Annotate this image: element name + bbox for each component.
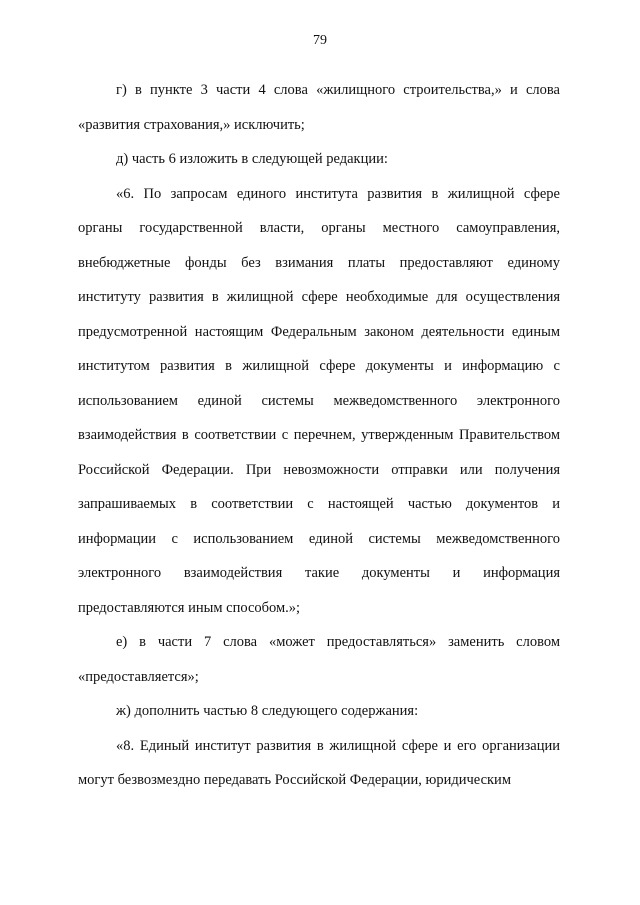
paragraph-d: д) часть 6 изложить в следующей редакции: <box>116 151 388 167</box>
document-body <box>78 73 560 798</box>
paragraph-e: е) в части 7 слова «может предоставляться» заменить словом «предоставляется»; <box>78 634 560 685</box>
paragraph-zh: ж) дополнить частью 8 следующего содержания: <box>116 703 419 719</box>
paragraph-g: г) в пункте 3 части 4 слова «жилищного строительства,» и слова «развития страхования,» исключить; <box>78 82 560 133</box>
paragraph-part-8: «8. Единый институт развития в жилищной сфере и его организации могут безвозмездно передавать Российской Федерации, юридическим <box>78 737 560 788</box>
page-number: 79 <box>313 33 327 48</box>
paragraph-part-6: «6. По запросам единого института развития в жилищной сфере органы государственной власти, органы местного самоуправления, внебюджетные фонды без взимания платы предоставляют единому институту развития в жилищной сфере необходимые для осуществления предусмотренной настоящим Федеральным законом деятельности единым институтом развития в жилищной сфере документы и информацию с использованием единой системы межведомственного электронного взаимодействия в соответствии с перечнем, утвержденным Правительством Российской Федерации. При невозможности отправки или получения запрашиваемых в соответствии с настоящей частью документов и информации с использованием единой системы межведомственного электронного взаимодействия такие документы и информация предоставляются иным способом.»; <box>78 185 560 616</box>
